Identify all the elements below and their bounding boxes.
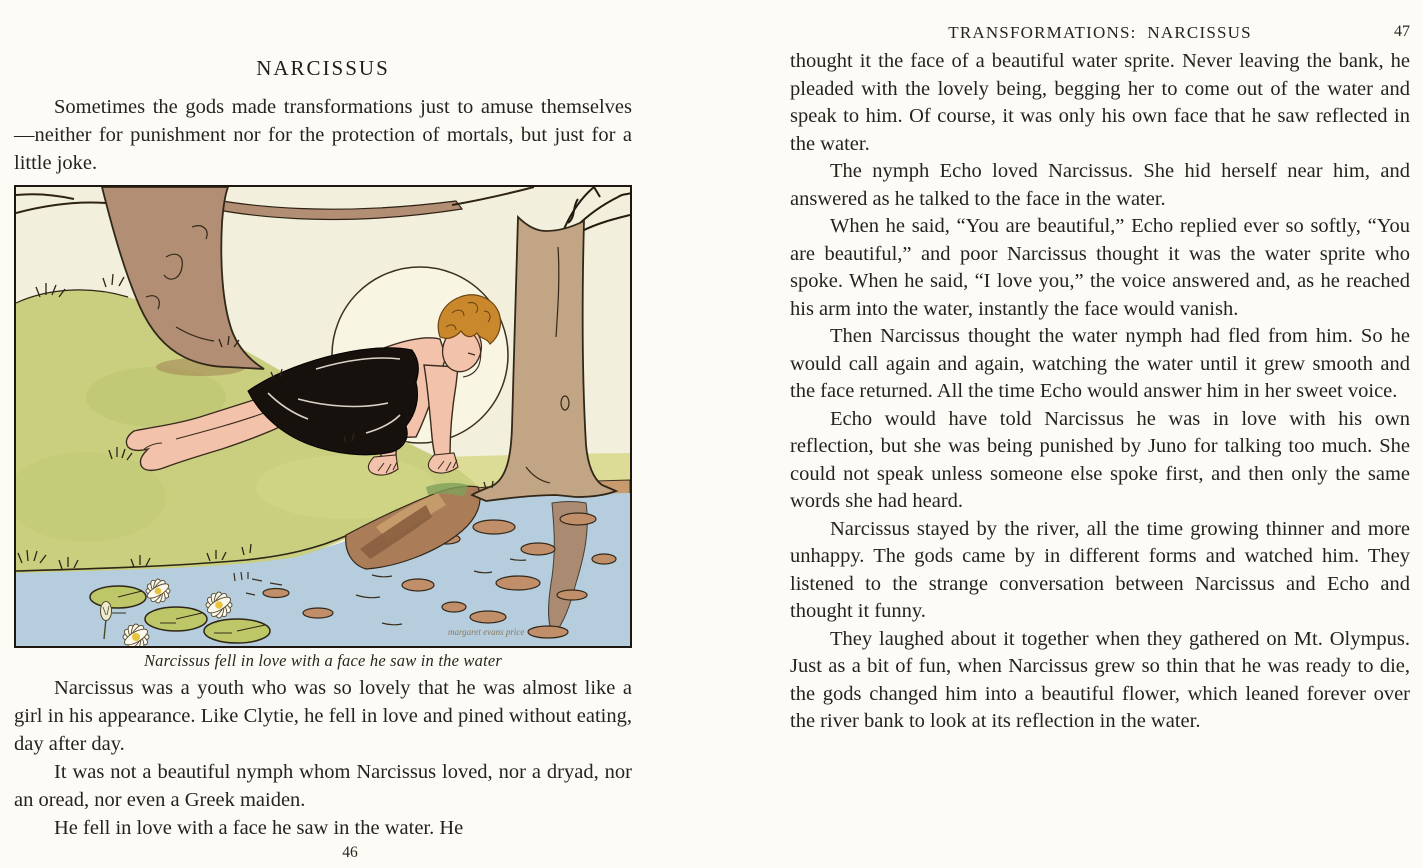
narcissus-illustration — [16, 187, 630, 646]
left-page — [14, 56, 632, 177]
body-paragraph: thought it the face of a beautiful water sprite. Never leaving the bank, he pleaded with the lovely being, begging her to come out of the water and speak to him. Of course, it was only his own face that he saw reflected in the water. — [790, 50, 1410, 155]
chapter-title: NARCISSUS — [256, 56, 390, 80]
lily-bud — [101, 602, 112, 621]
artist-signature: margaret evans price — [448, 627, 525, 637]
body-paragraph: They laughed about it together when they gathered on Mt. Olympus. Just as a bit of fun, when Narcissus grew so thin that he was ready to die, the gods changed him into a beautiful flower, which leaned forever over the river bank to look at its reflection in the water. — [790, 627, 1410, 732]
illustration-caption: Narcissus fell in love with a face he saw in the water — [143, 651, 503, 670]
body-paragraph: Narcissus stayed by the river, all the time growing thinner and more unhappy. The gods came by in different forms and watched him. They listened to the strange conversation between Narcissus and Echo and thought it funny. — [790, 517, 1410, 622]
body-paragraph: Narcissus was a youth who was so lovely that he was almost like a girl in his appearance. Like Clytie, he fell in love and pined without eating, day after day. — [14, 677, 632, 755]
page-number-right: 47 — [1394, 23, 1410, 40]
page-number-left: 46 — [342, 844, 358, 861]
body-paragraph: Then Narcissus thought the water nymph had fled from him. So he would call again and again, watching the water until it grew smooth and the face returned. All the time Echo would answer him in her sweet voice. — [790, 325, 1410, 402]
right-page-body — [790, 48, 1410, 736]
body-paragraph: When he said, “You are beautiful,” Echo replied ever so softly, “You are beautiful,” and poor Narcissus thought it was the water sprite who spoke. When he said, “I love you,” the voice answered and, as he reached his arm into the water, instantly the face would vanish. — [790, 215, 1410, 320]
running-header: TRANSFORMATIONS: NARCISSUS — [948, 23, 1252, 42]
intro-paragraph: Sometimes the gods made transformations just to amuse themselves—neither for punishment nor for the protection of mortals, but just for a little joke. — [14, 96, 632, 174]
left-page-body — [14, 674, 632, 842]
body-paragraph: It was not a beautiful nymph whom Narcissus loved, nor a dryad, nor an oread, nor even a Greek maiden. — [14, 761, 632, 811]
body-paragraph: Echo would have told Narcissus he was in love with his own reflection, but she was being punished by Juno for talking too much. She could not speak unless someone else spoke first, and then only the same words she had heard. — [790, 407, 1410, 512]
body-paragraph: He fell in love with a face he saw in the water. He — [54, 817, 464, 839]
narcissus-illustration-frame — [14, 185, 632, 648]
body-paragraph: The nymph Echo loved Narcissus. She hid herself near him, and answered as he talked to the face in the water. — [790, 160, 1410, 210]
